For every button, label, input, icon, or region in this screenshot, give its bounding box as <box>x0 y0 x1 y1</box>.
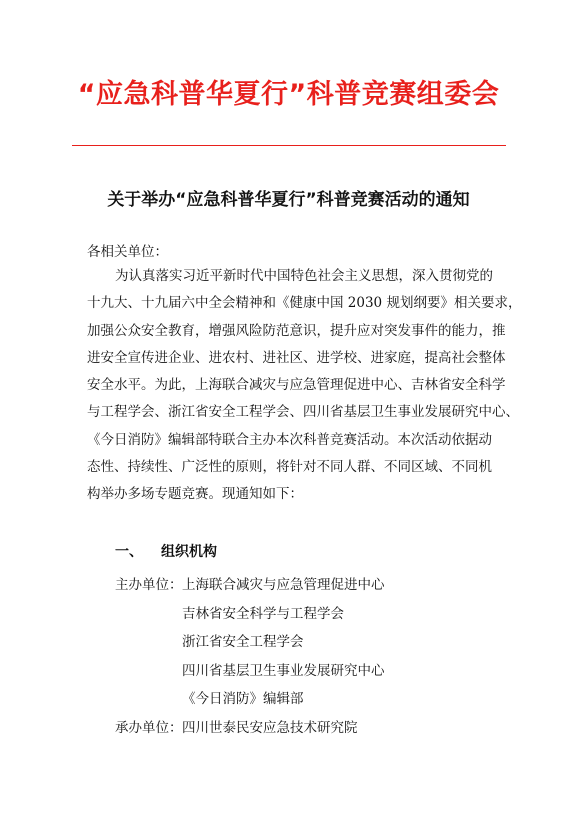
host-row <box>115 628 385 657</box>
host-label: 主办单位： <box>115 577 183 593</box>
organizers-list <box>115 571 385 742</box>
host-organization: 上海联合减灾与应急管理促进中心 <box>182 577 385 593</box>
section-number: 一、 <box>115 544 143 560</box>
body-line: 十九大、十九届六中全会精神和《健康中国 2030 规划纲要》相关要求， <box>87 295 522 312</box>
undertaker-label: 承办单位： <box>115 719 183 736</box>
body-line: 构举办多场专题竞赛。现通知如下： <box>87 486 303 503</box>
host-organization: 《今日消防》编辑部 <box>182 691 304 707</box>
body-line: 加强公众安全教育，增强风险防范意识，提升应对突发事件的能力，推 <box>87 322 506 339</box>
undertaker-row <box>115 714 385 743</box>
red-divider-line <box>72 145 506 146</box>
section-heading-organization <box>115 541 217 561</box>
host-organization: 四川省基层卫生事业发展研究中心 <box>182 662 385 679</box>
body-line: 安全水平。为此，上海联合减灾与应急管理促进中心、吉林省安全科学 <box>87 377 506 394</box>
host-row <box>115 685 385 714</box>
body-line: 与工程学会、浙江省安全工程学会、四川省基层卫生事业发展研究中心、 <box>87 404 519 421</box>
body-line: 进安全宣传进企业、进农村、进社区、进学校、进家庭，提高社会整体 <box>87 349 506 366</box>
undertaker-organization: 四川世泰民安应急技术研究院 <box>182 719 358 736</box>
host-organization: 浙江省安全工程学会 <box>182 634 304 650</box>
notice-title: 关于举办“应急科普华夏行”科普竞赛活动的通知 <box>107 190 470 210</box>
body-line: 态性、持续性、广泛性的原则，将针对不同人群、不同区域、不同机 <box>87 459 492 476</box>
body-line: 为认真落实习近平新时代中国特色社会主义思想，深入贯彻党的 <box>115 268 493 284</box>
organizing-committee-title: “应急科普华夏行”科普竞赛组委会 <box>77 79 500 110</box>
host-row <box>115 657 385 686</box>
section-title: 组织机构 <box>161 544 217 560</box>
host-row <box>115 600 385 629</box>
salutation: 各相关单位： <box>87 244 168 260</box>
body-paragraph <box>87 263 522 509</box>
body-line: 《今日消防》编辑部特联合主办本次科普竞赛活动。本次活动依据动 <box>87 431 492 448</box>
host-row <box>115 571 385 600</box>
host-organization: 吉林省安全科学与工程学会 <box>182 605 344 622</box>
